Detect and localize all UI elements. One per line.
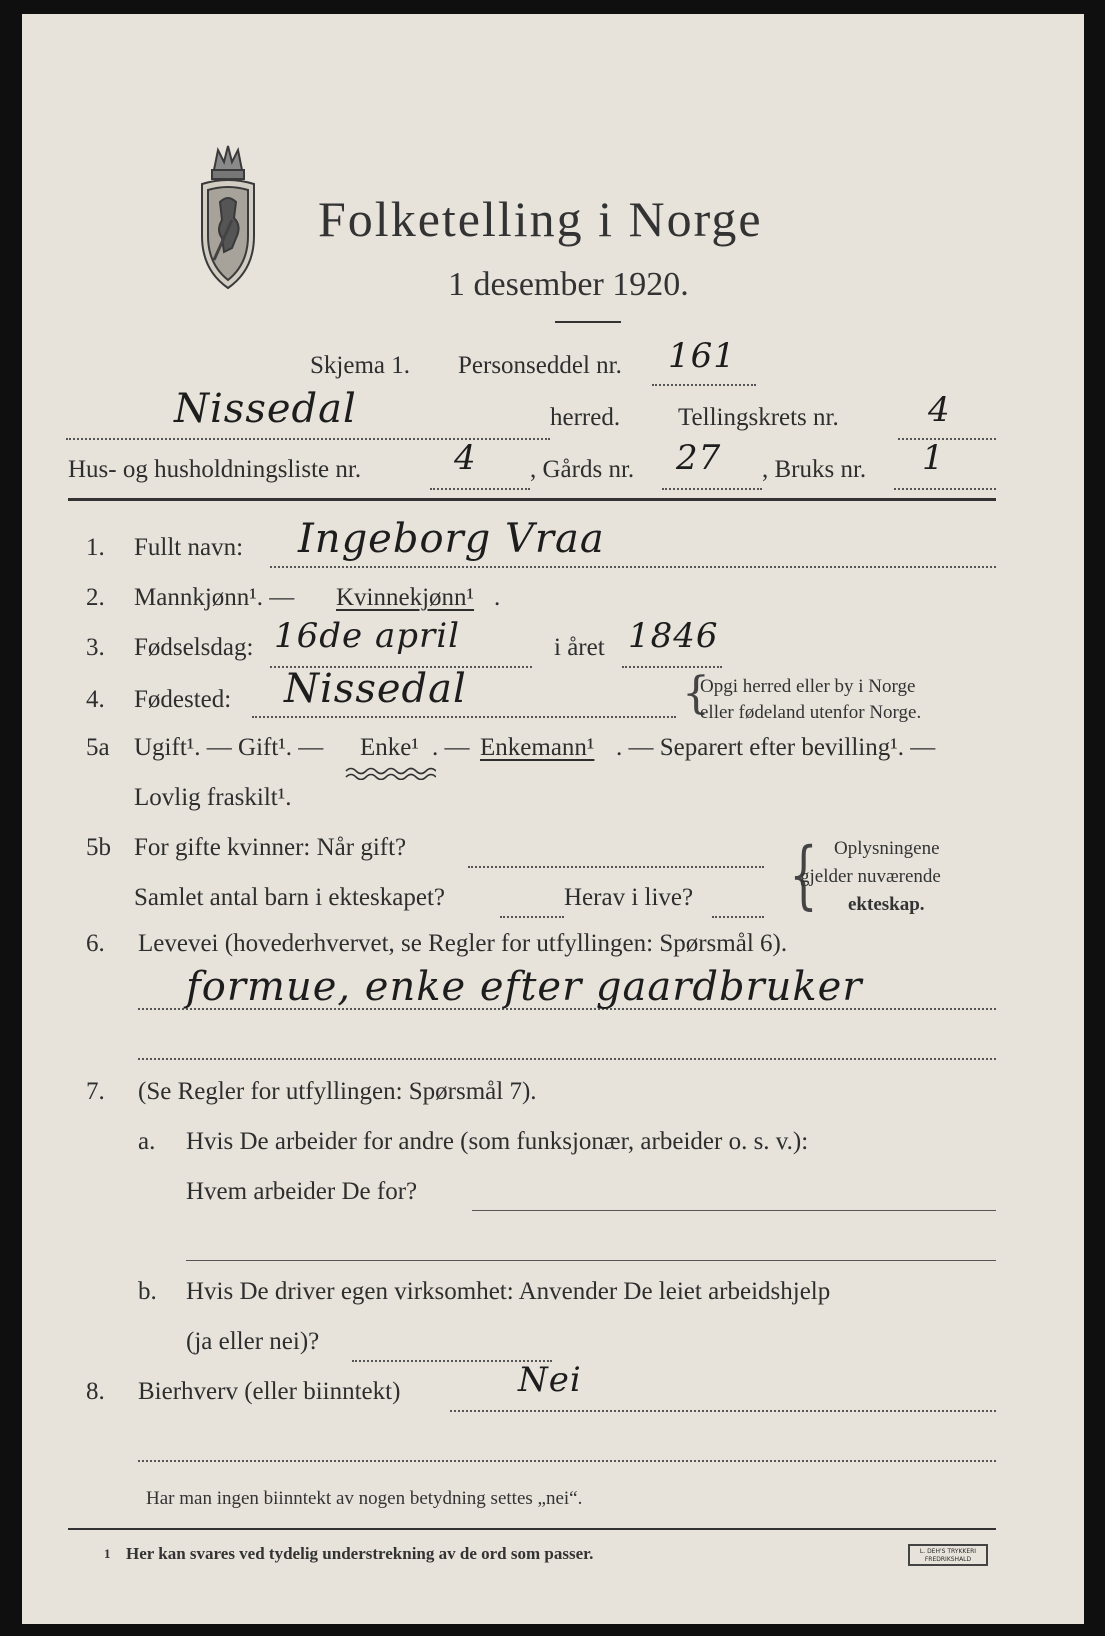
enke-wavy-underline xyxy=(344,766,436,780)
fraskilt-option: Lovlig fraskilt¹. xyxy=(134,784,292,811)
q4-label: Fødested: xyxy=(134,686,232,713)
q5a-number: 5a xyxy=(86,734,110,761)
marriage-note-line1: Oplysningene xyxy=(834,838,940,859)
year-label: i året xyxy=(554,634,605,661)
title-divider xyxy=(555,321,621,323)
gards-label: , Gårds nr. xyxy=(530,456,635,483)
q2-number: 2. xyxy=(86,584,105,611)
q6-label: Levevei (hovederhvervet, se Regler for utfyllingen: Spørsmål 6). xyxy=(138,930,788,957)
footnote-marker: 1 xyxy=(104,1546,111,1561)
ugift-gift-options: Ugift¹. — Gift¹. — xyxy=(134,734,324,761)
q7-label: (Se Regler for utfyllingen: Spørsmål 7). xyxy=(138,1078,537,1105)
separert-option: . — Separert efter bevilling¹. — xyxy=(616,734,936,761)
bruks-label: , Bruks nr. xyxy=(762,456,867,483)
footer-divider xyxy=(68,1528,996,1530)
enke-option: Enke¹ xyxy=(360,734,419,761)
printer-stamp: L. DEH'S TRYKKERI FREDRIKSHALD xyxy=(908,1544,988,1566)
form-title: Folketelling i Norge xyxy=(318,191,763,247)
q7a-line1: Hvis De arbeider for andre (som funksjonær, arbeider o. s. v.): xyxy=(186,1128,809,1155)
hired-help-label: (ja eller nei)? xyxy=(186,1328,320,1355)
husliste-label: Hus- og husholdningsliste nr. xyxy=(68,456,362,483)
skjema-label: Skjema 1. xyxy=(310,352,410,379)
birthplace-note-line1: Opgi herred eller by i Norge xyxy=(700,676,916,697)
enkemann-option: Enkemann¹ xyxy=(480,734,595,761)
q7-number: 7. xyxy=(86,1078,105,1105)
full-name-value: Ingeborg Vraa xyxy=(298,516,605,562)
birth-day-value: 16de april xyxy=(274,616,460,656)
married-when-label: For gifte kvinner: Når gift? xyxy=(134,834,407,861)
mannkjonn-option: Mannkjønn¹. — xyxy=(134,584,295,611)
gards-value: 27 xyxy=(676,438,722,478)
q7a-letter: a. xyxy=(138,1128,156,1155)
bruks-value: 1 xyxy=(922,438,945,478)
employer-label: Hvem arbeider De for? xyxy=(186,1178,418,1205)
employer-line xyxy=(472,1210,996,1211)
q4-number: 4. xyxy=(86,686,105,713)
kvinnekjonn-option: Kvinnekjønn¹ xyxy=(336,584,475,611)
q3-label: Fødselsdag: xyxy=(134,634,254,661)
occupation-value: formue, enke efter gaardbruker xyxy=(186,964,863,1010)
birthplace-value: Nissedal xyxy=(284,666,467,712)
husliste-value: 4 xyxy=(454,438,477,478)
tellingskrets-label: Tellingskrets nr. xyxy=(678,404,839,431)
q8-label: Bierhverv (eller biinntekt) xyxy=(138,1378,401,1405)
q7b-letter: b. xyxy=(138,1278,157,1305)
children-alive-label: Herav i live? xyxy=(564,884,694,911)
coat-of-arms-icon xyxy=(188,140,268,292)
marriage-note-line2: gjelder nuværende xyxy=(800,866,941,887)
footnote-text: Her kan svares ved tydelig understrekning av de ord som passer. xyxy=(126,1544,594,1563)
q7b-line1: Hvis De driver egen virksomhet: Anvender De leiet arbeidshjelp xyxy=(186,1278,831,1305)
personseddel-label: Personseddel nr. xyxy=(458,352,622,379)
herred-label: herred. xyxy=(550,404,621,431)
birth-year-value: 1846 xyxy=(628,616,719,656)
side-income-note: Har man ingen biinntekt av nogen betydning settes „nei“. xyxy=(146,1488,583,1509)
birthplace-note-line2: eller fødeland utenfor Norge. xyxy=(700,702,922,723)
personseddel-value: 161 xyxy=(668,336,736,376)
section-divider xyxy=(68,498,996,501)
q1-number: 1. xyxy=(86,534,105,561)
herred-value: Nissedal xyxy=(174,386,357,432)
q6-number: 6. xyxy=(86,930,105,957)
tellingskrets-value: 4 xyxy=(928,390,951,430)
marriage-note-line3: ekteskap. xyxy=(848,894,925,915)
side-income-value: Nei xyxy=(518,1360,582,1400)
census-form: Folketelling i Norge 1 desember 1920. Skjema 1. Personseddel nr. 161 Nissedal herred. Tellingskrets nr. 4 Hus- og husholdningsliste nr. 4 , Gårds nr. 27 , Bruks nr. 1 1. Fullt navn: Ingeborg Vraa 2. Mannkjønn¹. — Kvinnekjønn¹ . 3. Fødselsdag: 16de april i året 1846 4. Fødested: Nissedal { Opgi herred eller by i Norge eller fødeland utenfor Norge. 5a Ugift¹. — Gift¹. — Enke¹ . — Enkemann¹ . — Separert efter bevilling¹. — Lovlig fraskilt¹. 5b For gifte kvinner: Når gift? Samlet antal barn i ekteskapet? Herav i live? { Oplysningene gjelder nuværende ekteskap. 6. Levevei (hovederhvervet, se Regler for utfyllingen: Spørsmål 6). formue, enke efter gaardbruker 7. (Se Regler for utfyllingen: Spørsmål 7). a. Hvis De arbeider for andre (som funksjonær, arbeider o. s. v.): Hvem arbeider De for? b. Hvis De driver egen virksomhet: Anvender De leiet arbeidshjelp (ja eller nei)? 8. Bierhverv (eller biinntekt) Nei Har man ingen biinntekt av nogen betydning settes „nei“. 1 Her kan svares ved tydelig understrekning av de ord som passer. L. DEH'S TRYKKERI FREDRIKSHALD xyxy=(22,14,1084,1624)
children-count-label: Samlet antal barn i ekteskapet? xyxy=(134,884,445,911)
q5b-number: 5b xyxy=(86,834,111,861)
census-date: 1 desember 1920. xyxy=(448,266,689,303)
q3-number: 3. xyxy=(86,634,105,661)
q1-label: Fullt navn: xyxy=(134,534,244,561)
q8-number: 8. xyxy=(86,1378,105,1405)
